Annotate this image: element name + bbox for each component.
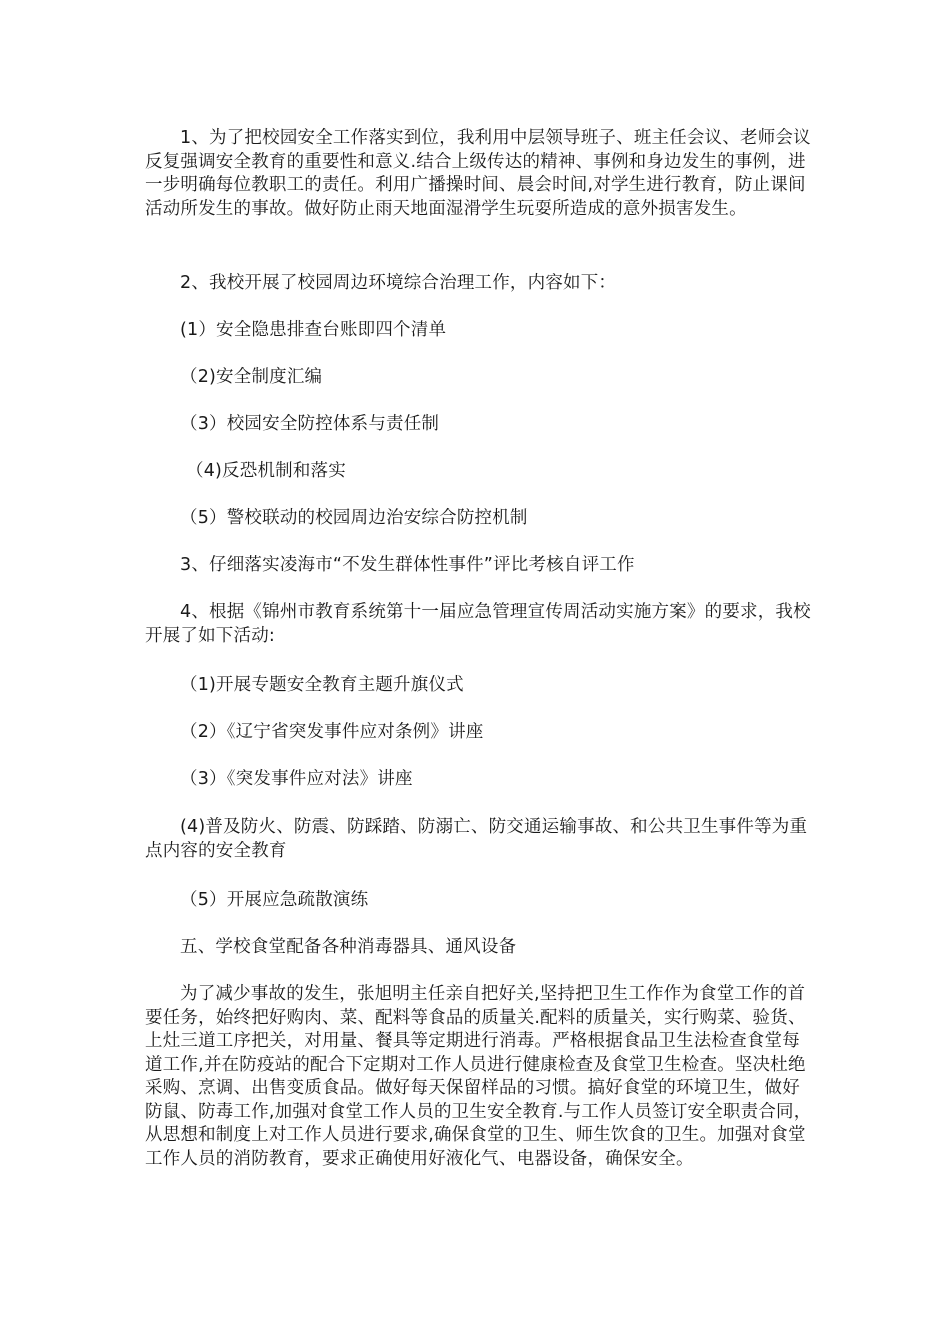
paragraph-2-item-5: （5）警校联动的校园周边治安综合防控机制 [180,508,528,528]
paragraph-4-item-4: (4)普及防火、防震、防踩踏、防溺亡、防交通运输事故、和公共卫生事件等为重点内容的安全教育 [145,817,808,861]
paragraph-2: 2、我校开展了校园周边环境综合治理工作，内容如下： [180,273,617,293]
paragraph-2-item-1: (1）安全隐患排查台账即四个清单 [180,320,447,340]
paragraph-4-item-1: （1)开展专题安全教育主题升旗仪式 [180,675,464,695]
paragraph-2-item-4: （4)反恐机制和落实 [186,461,346,481]
paragraph-1: 1、为了把校园安全工作落实到位，我利用中层领导班子、班主任会议、老师会议反复强调安全教育的重要性和意义.结合上级传达的精神、事例和身边发生的事例，进一步明确每位教职工的责任。利用广播操时间、晨会时间,对学生进行教育，防止课间活动所发生的事故。做好防止雨天地面湿滑学生玩耍所造成的意外损害发生。 [145,128,811,219]
paragraph-4-item-3: （3）《突发事件应对法》讲座 [180,769,413,789]
paragraph-3: 3、仔细落实凌海市“不发生群体性事件”评比考核自评工作 [180,555,635,575]
section-5-title: 五、学校食堂配备各种消毒器具、通风设备 [180,937,517,957]
paragraph-2-item-2: （2)安全制度汇编 [180,367,323,387]
paragraph-4-item-5: （5）开展应急疏散演练 [180,890,369,910]
paragraph-4: 4、根据《锦州市教育系统第十一届应急管理宣传周活动实施方案》的要求，我校开展了如下活动: [145,602,811,646]
paragraph-4-item-2: （2）《辽宁省突发事件应对条例》讲座 [180,722,484,742]
section-5-body: 为了减少事故的发生，张旭明主任亲自把好关,坚持把卫生工作作为食堂工作的首要任务，始终把好购肉、菜、配料等食品的质量关.配料的质量关，实行购菜、验货、上灶三道工序把关，对用量、餐具等定期进行消毒。严格根据食品卫生法检查食堂每道工作,并在防疫站的配合下定期对工作人员进行健康检查及食堂卫生检查。坚决杜绝采购、烹调、出售变质食品。做好每天保留样品的习惯。搞好食堂的环境卫生，做好防鼠、防毒工作,加强对食堂工作人员的卫生安全教育.与工作人员签订安全职责合同，从思想和制度上对工作人员进行要求,确保食堂的卫生、师生饮食的卫生。加强对食堂工作人员的消防教育，要求正确使用好液化气、电器设备，确保安全。 [145,984,812,1169]
paragraph-2-item-3: （3）校园安全防控体系与责任制 [180,414,440,434]
